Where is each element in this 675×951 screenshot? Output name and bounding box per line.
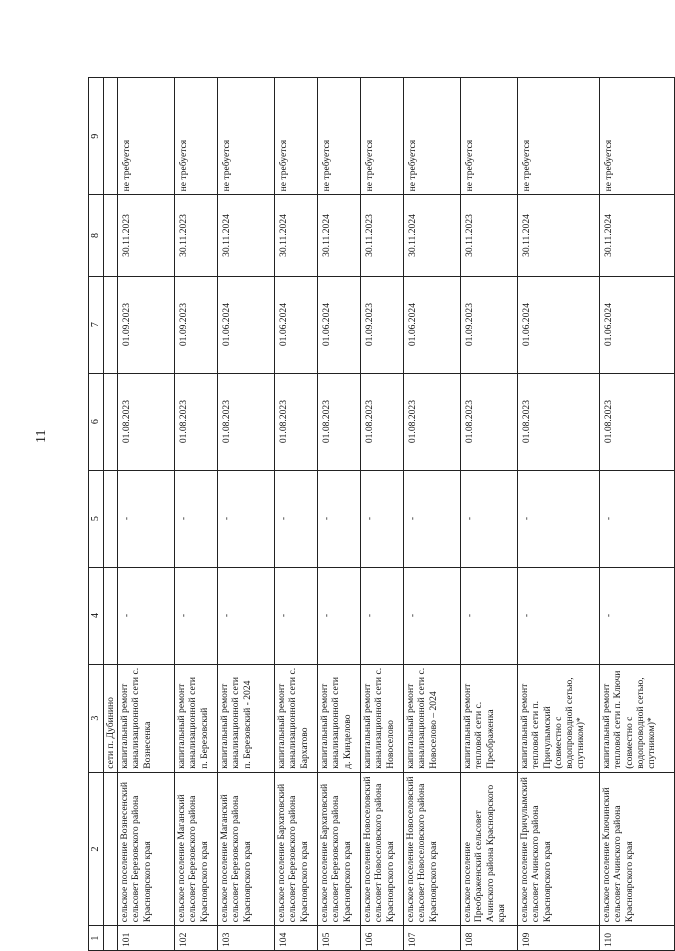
col-header-3: 3	[89, 664, 104, 772]
table-cell	[104, 470, 118, 567]
table-cell-c6: 01.08.2023	[461, 373, 518, 470]
table-cell-c3: капитальный ремонт канализационной сети с. Новоселово – 2024	[404, 664, 461, 772]
table-cell-c9: не требуется	[175, 78, 218, 195]
table-cell-c7: 01.09.2023	[175, 276, 218, 373]
table-cell-c8: 30.11.2023	[118, 195, 175, 276]
table-cell-c7: 01.06.2024	[600, 276, 675, 373]
table-cell-c2: сельское поселение Маганский сельсовет Березовского района Красноярского края	[175, 772, 218, 925]
col-header-4: 4	[89, 567, 104, 664]
table-cell-c6: 01.08.2023	[318, 373, 361, 470]
table-cell-c4: -	[275, 567, 318, 664]
table-cell-c7: 01.06.2024	[404, 276, 461, 373]
continued-row	[104, 78, 118, 951]
table-cell-c9: не требуется	[118, 78, 175, 195]
table-cell	[104, 567, 118, 664]
table-cell-c6: 01.08.2023	[518, 373, 600, 470]
table-cell-c9: не требуется	[518, 78, 600, 195]
table-cell-c5: -	[175, 470, 218, 567]
table-cell-c1: 108	[461, 926, 518, 951]
table-cell-c1: 102	[175, 926, 218, 951]
rotated-table-wrapper	[88, 77, 658, 951]
table-cell	[104, 78, 118, 195]
table-cell-c9: не требуется	[218, 78, 275, 195]
table-cell-c3: капитальный ремонт канализационной сети с. Бархатово	[275, 664, 318, 772]
table-cell-c8: 30.11.2024	[218, 195, 275, 276]
table-cell-c7: 01.09.2023	[361, 276, 404, 373]
table-cell-c9: не требуется	[600, 78, 675, 195]
table-cell-c8: 30.11.2023	[361, 195, 404, 276]
table-cell-c2: сельское поселение Маганский сельсовет Березовского района Красноярского края	[218, 772, 275, 925]
table-cell-c7: 01.06.2024	[518, 276, 600, 373]
table-cell-c2: сельское поселение Преображенский сельсовет Ачинского района Красноярского края	[461, 772, 518, 925]
table-cell-c8: 30.11.2023	[175, 195, 218, 276]
col-header-5: 5	[89, 470, 104, 567]
table-row	[318, 78, 361, 951]
table-cell-c1: 110	[600, 926, 675, 951]
table-cell-c5: -	[404, 470, 461, 567]
table-cell	[104, 373, 118, 470]
col-header-1: 1	[89, 926, 104, 951]
table-cell-c5: -	[518, 470, 600, 567]
table-cell-c4: -	[218, 567, 275, 664]
table-cell-c5: -	[275, 470, 318, 567]
table-cell-c8: 30.11.2024	[275, 195, 318, 276]
table-cell-c4: -	[318, 567, 361, 664]
table-cell-c2: сельское поселение Ключинский сельсовет Ачинского района Красноярского края	[600, 772, 675, 925]
table-cell-c6: 01.08.2023	[218, 373, 275, 470]
table-cell-c3: капитальный ремонт канализационной сети с. Вознесенка	[118, 664, 175, 772]
table-cell	[104, 926, 118, 951]
col-header-9: 9	[89, 78, 104, 195]
table-cell-c9: не требуется	[275, 78, 318, 195]
table-cell-c3: капитальный ремонт канализационной сети п. Березовский	[175, 664, 218, 772]
table-cell	[104, 772, 118, 925]
table-cell	[104, 195, 118, 276]
table-cell-c9: не требуется	[318, 78, 361, 195]
table-cell-c4: -	[175, 567, 218, 664]
table-cell-c2: сельское поселение Бархатовский сельсовет Березовского района Красноярского края	[318, 772, 361, 925]
col-header-8: 8	[89, 195, 104, 276]
table-cell-c5: -	[361, 470, 404, 567]
table-row	[404, 78, 461, 951]
table-cell-c8: 30.11.2023	[461, 195, 518, 276]
table-cell-c9: не требуется	[461, 78, 518, 195]
table-cell-c1: 105	[318, 926, 361, 951]
page-number: 11	[34, 429, 49, 443]
table-cell-c1: 103	[218, 926, 275, 951]
schedule-table	[88, 77, 675, 951]
table-cell-c8: 30.11.2024	[318, 195, 361, 276]
table-cell-c4: -	[461, 567, 518, 664]
table-cell-c6: 01.08.2023	[175, 373, 218, 470]
table-cell-c8: 30.11.2024	[600, 195, 675, 276]
table-cell-c2: сельское поселение Новоселовский сельсовет Новоселовского района Красноярского края	[361, 772, 404, 925]
table-cell-c1: 101	[118, 926, 175, 951]
table-cell: сети п. Дубинино	[104, 664, 118, 772]
table-cell-c7: 01.06.2024	[218, 276, 275, 373]
table-cell-c3: капитальный ремонт канализационной сети д. Кинделово	[318, 664, 361, 772]
table-cell-c2: сельское поселение Причулымский сельсовет Ачинского района Красноярского края	[518, 772, 600, 925]
table-cell-c3: капитальный ремонт тепловой сети п. Ключи (совместно с водопроводной сетью, спутником)*	[600, 664, 675, 772]
table-cell-c8: 30.11.2024	[404, 195, 461, 276]
table-cell-c5: -	[461, 470, 518, 567]
table-cell-c2: сельское поселение Новоселовский сельсовет Новоселовского района Красноярского края	[404, 772, 461, 925]
table-row	[361, 78, 404, 951]
table-cell-c7: 01.09.2023	[118, 276, 175, 373]
table-cell-c7: 01.06.2024	[318, 276, 361, 373]
table-cell-c5: -	[118, 470, 175, 567]
table-cell-c2: сельское поселение Вознесенский сельсовет Березовского района Красноярского края	[118, 772, 175, 925]
col-header-7: 7	[89, 276, 104, 373]
table-cell-c2: сельское поселение Бархатовский сельсовет Березовского района Красноярского края	[275, 772, 318, 925]
table-cell-c4: -	[600, 567, 675, 664]
header-row	[89, 78, 104, 951]
table-cell	[104, 276, 118, 373]
table-cell-c6: 01.08.2023	[118, 373, 175, 470]
table-cell-c4: -	[361, 567, 404, 664]
table-cell-c3: капитальный ремонт канализационной сети с. Новоселово	[361, 664, 404, 772]
table-cell-c6: 01.08.2023	[275, 373, 318, 470]
col-header-2: 2	[89, 772, 104, 925]
table-cell-c1: 106	[361, 926, 404, 951]
table-cell-c4: -	[404, 567, 461, 664]
table-cell-c7: 01.06.2024	[275, 276, 318, 373]
table-cell-c6: 01.08.2023	[600, 373, 675, 470]
table-row	[461, 78, 518, 951]
table-cell-c1: 107	[404, 926, 461, 951]
table-cell-c7: 01.09.2023	[461, 276, 518, 373]
table-cell-c5: -	[318, 470, 361, 567]
table-cell-c3: капитальный ремонт канализационной сети п. Березовский - 2024	[218, 664, 275, 772]
table-cell-c3: капитальный ремонт тепловой сети п. Причулымский (совместно с водопроводной сетью, спутником)*	[518, 664, 600, 772]
table-row	[218, 78, 275, 951]
table-cell-c5: -	[218, 470, 275, 567]
table-row	[518, 78, 600, 951]
table-row	[600, 78, 675, 951]
table-row	[275, 78, 318, 951]
col-header-6: 6	[89, 373, 104, 470]
table-row	[118, 78, 175, 951]
table-cell-c6: 01.08.2023	[361, 373, 404, 470]
table-cell-c3: капитальный ремонт тепловой сети с. Преображенка	[461, 664, 518, 772]
table-cell-c8: 30.11.2024	[518, 195, 600, 276]
table-cell-c1: 109	[518, 926, 600, 951]
table-cell-c9: не требуется	[361, 78, 404, 195]
table-cell-c1: 104	[275, 926, 318, 951]
table-cell-c4: -	[118, 567, 175, 664]
table-row	[175, 78, 218, 951]
table-cell-c6: 01.08.2023	[404, 373, 461, 470]
table-cell-c9: не требуется	[404, 78, 461, 195]
table-cell-c4: -	[518, 567, 600, 664]
table-cell-c5: -	[600, 470, 675, 567]
